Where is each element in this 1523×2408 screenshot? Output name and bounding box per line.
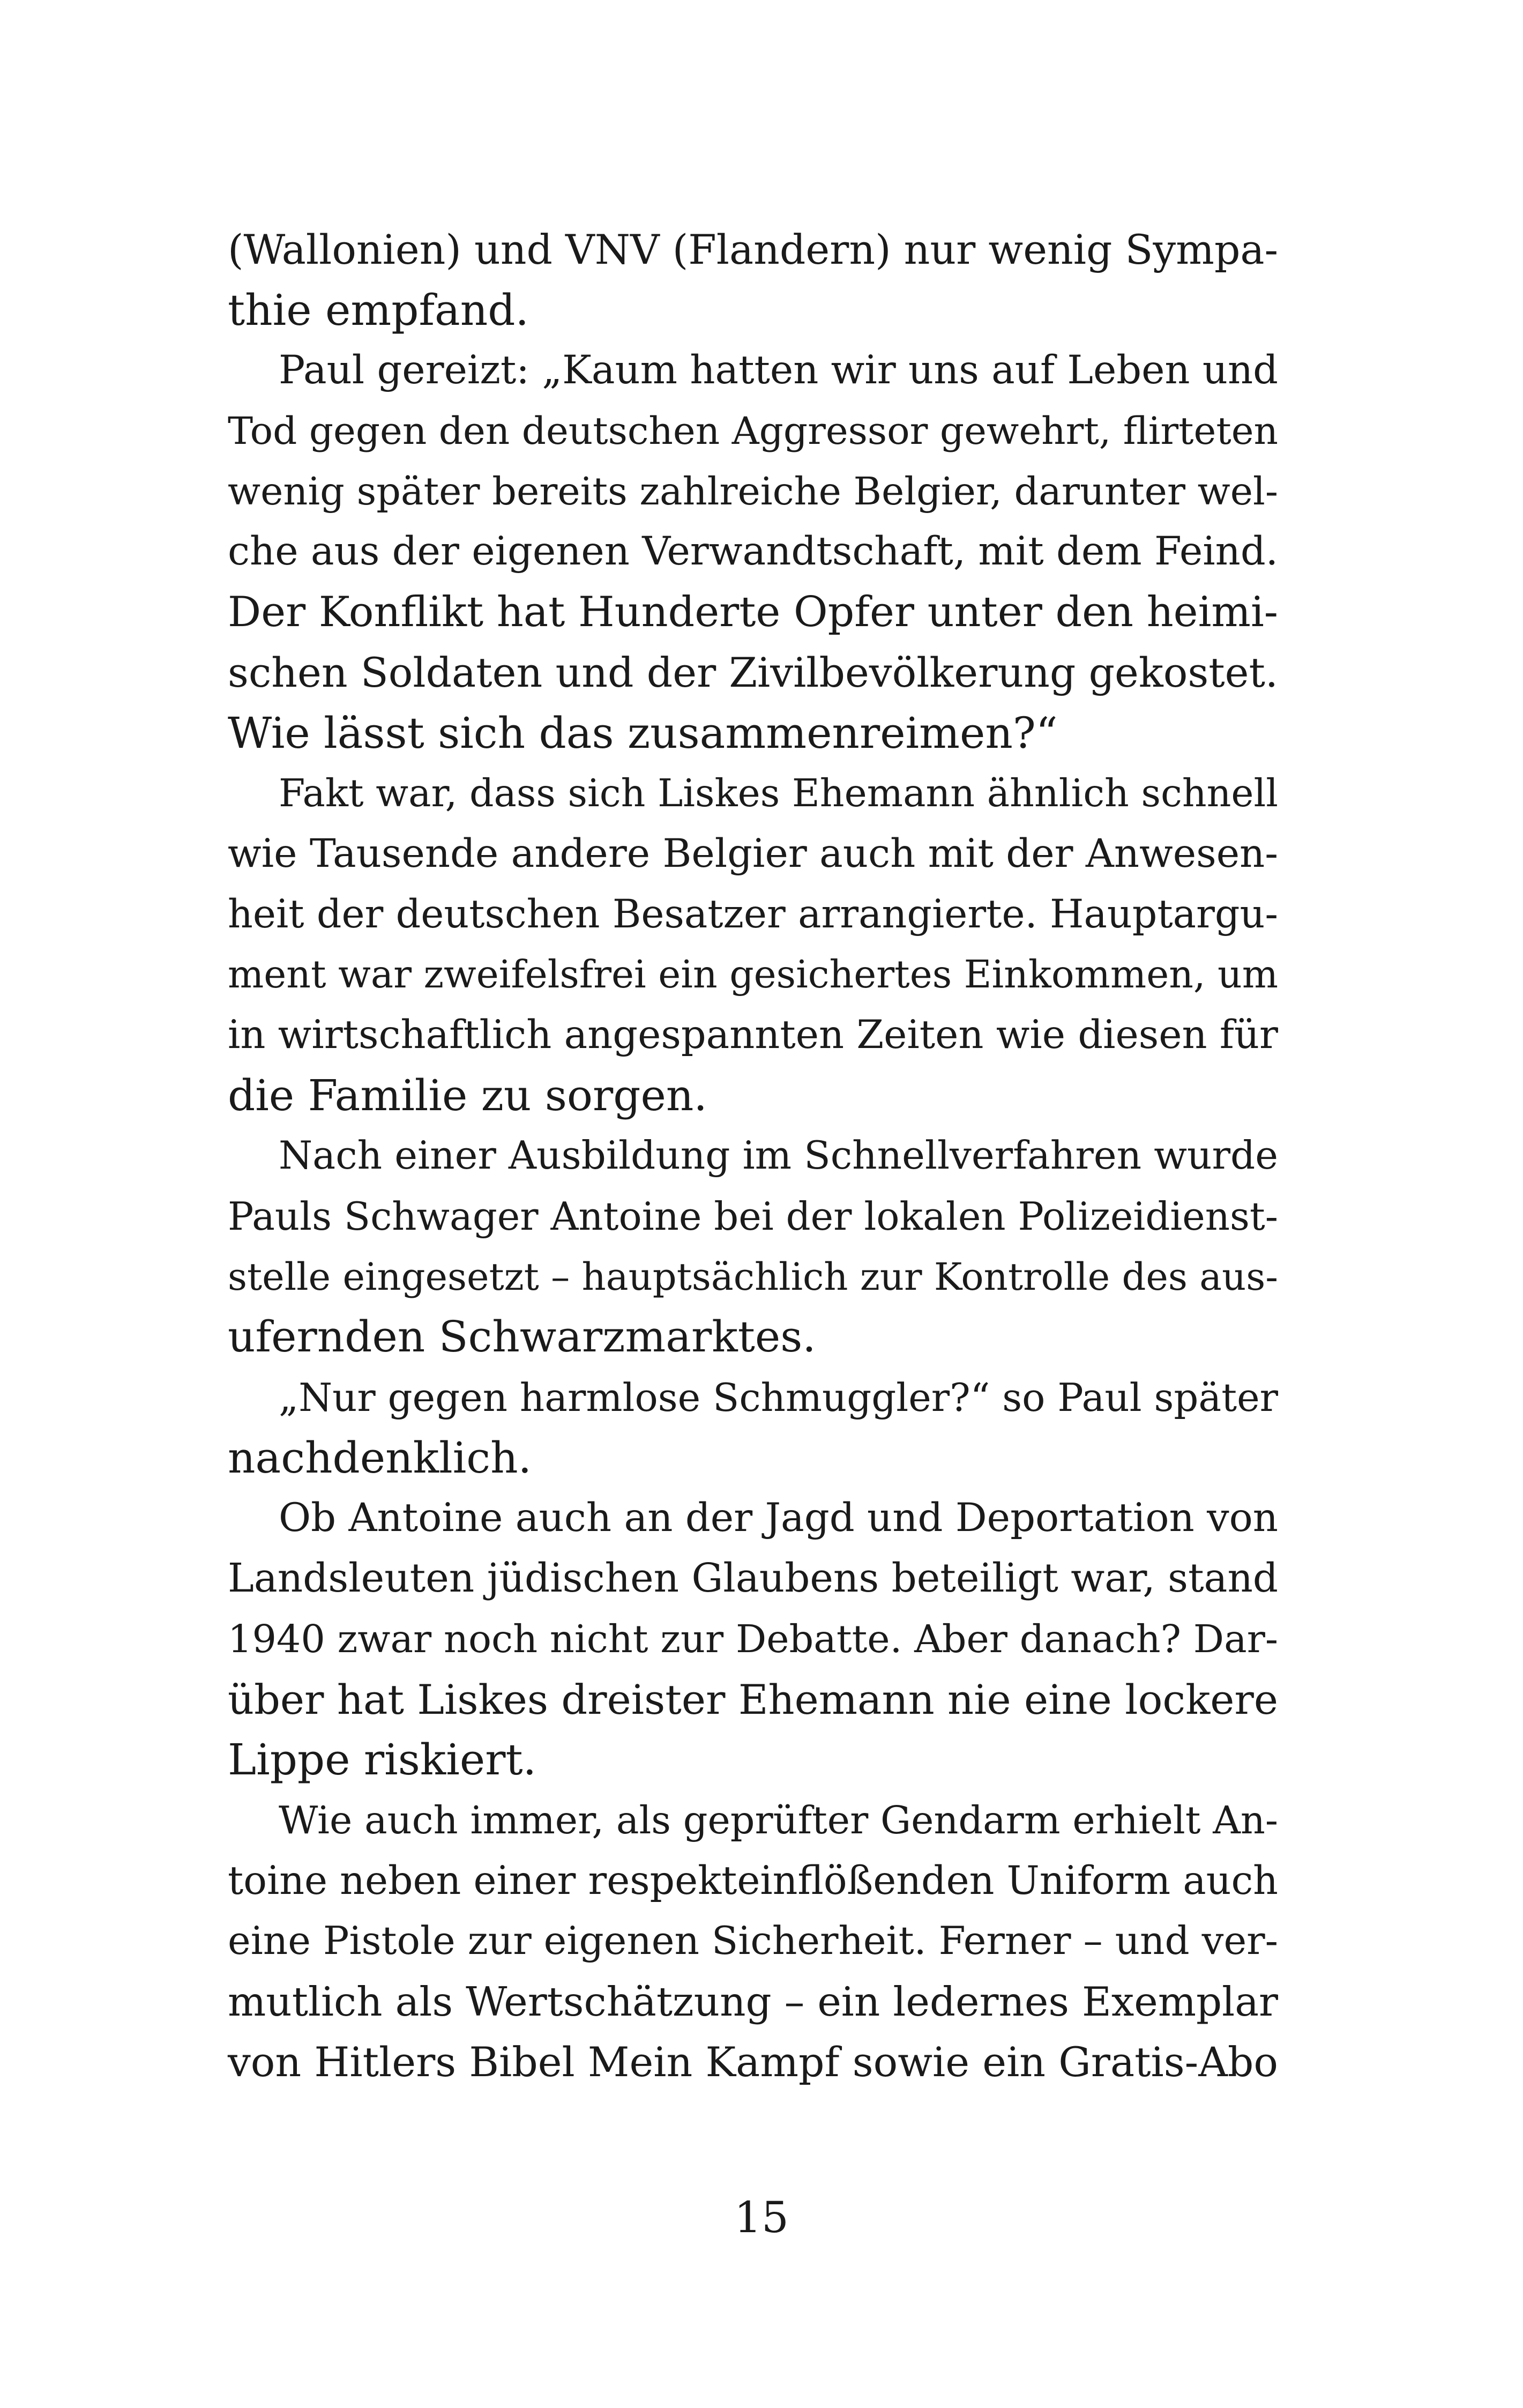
text-line: heit der deutschen Besatzer arrangierte. Hauptargu- xyxy=(228,891,1278,937)
text-line: die Familie zu sorgen. xyxy=(228,1070,707,1120)
text-line: Wie lässt sich das zusammenreimen?“ xyxy=(228,708,1058,758)
text-line: schen Soldaten und der Zivilbevölkerung gekostet. xyxy=(228,649,1278,696)
text-line: Pauls Schwager Antoine bei der lokalen Polizeidienst- xyxy=(228,1194,1278,1239)
text-line: thie empfand. xyxy=(228,285,529,335)
text-line: mutlich als Wertschätzung – ein ledernes Exemplar xyxy=(228,1978,1278,2025)
text-line: ment war zweifelsfrei ein gesichertes Einkommen, um xyxy=(228,952,1279,997)
text-line: nachdenklich. xyxy=(228,1432,532,1483)
text-line: ufernden Schwarzmarktes. xyxy=(228,1312,816,1362)
text-line: „Nur gegen harmlose Schmuggler?“ so Paul später xyxy=(279,1375,1278,1421)
text-line: toine neben einer respekteinflößenden Uniform auch xyxy=(228,1858,1278,1904)
text-line: Nach einer Ausbildung im Schnellverfahren wurde xyxy=(279,1133,1278,1179)
text-line: eine Pistole zur eigenen Sicherheit. Ferner – und ver- xyxy=(228,1919,1278,1964)
text-line: (Wallonien) und VNV (Flandern) nur wenig Sympa- xyxy=(228,226,1279,273)
text-line: Lippe riskiert. xyxy=(228,1735,537,1785)
page-number: 15 xyxy=(734,2193,789,2242)
body-text xyxy=(228,220,1278,2092)
text-line: Paul gereizt: „Kaum hatten wir uns auf Leben und xyxy=(279,347,1278,393)
text-line: Der Konflikt hat Hunderte Opfer unter den heimi- xyxy=(228,588,1278,637)
text-line: in wirtschaftlich angespannten Zeiten wie diesen für xyxy=(228,1012,1278,1058)
text-line: Landsleuten jüdischen Glaubens beteiligt war, stand xyxy=(228,1556,1278,1602)
text-line: 1940 zwar noch nicht zur Debatte. Aber danach? Dar- xyxy=(228,1616,1278,1661)
text-line: von Hitlers Bibel Mein Kampf sowie ein Gratis-Abo xyxy=(228,2038,1278,2086)
text-line: über hat Liskes dreister Ehemann nie eine lockere xyxy=(228,1675,1278,1723)
text-line: Wie auch immer, als geprüfter Gendarm erhielt An- xyxy=(279,1797,1278,1842)
text-line: Tod gegen den deutschen Aggressor gewehrt, flirteten xyxy=(228,408,1278,454)
text-line: stelle eingesetzt – hauptsächlich zur Kontrolle des aus- xyxy=(228,1254,1278,1299)
text-line: Ob Antoine auch an der Jagd und Deportation von xyxy=(279,1495,1278,1541)
text-line: Fakt war, dass sich Liskes Ehemann ähnlich schnell xyxy=(279,771,1278,816)
text-line: wenig später bereits zahlreiche Belgier, darunter wel- xyxy=(228,469,1278,514)
text-line: wie Tausende andere Belgier auch mit der Anwesen- xyxy=(228,830,1278,876)
text-line: che aus der eigenen Verwandtschaft, mit dem Feind. xyxy=(228,529,1279,575)
